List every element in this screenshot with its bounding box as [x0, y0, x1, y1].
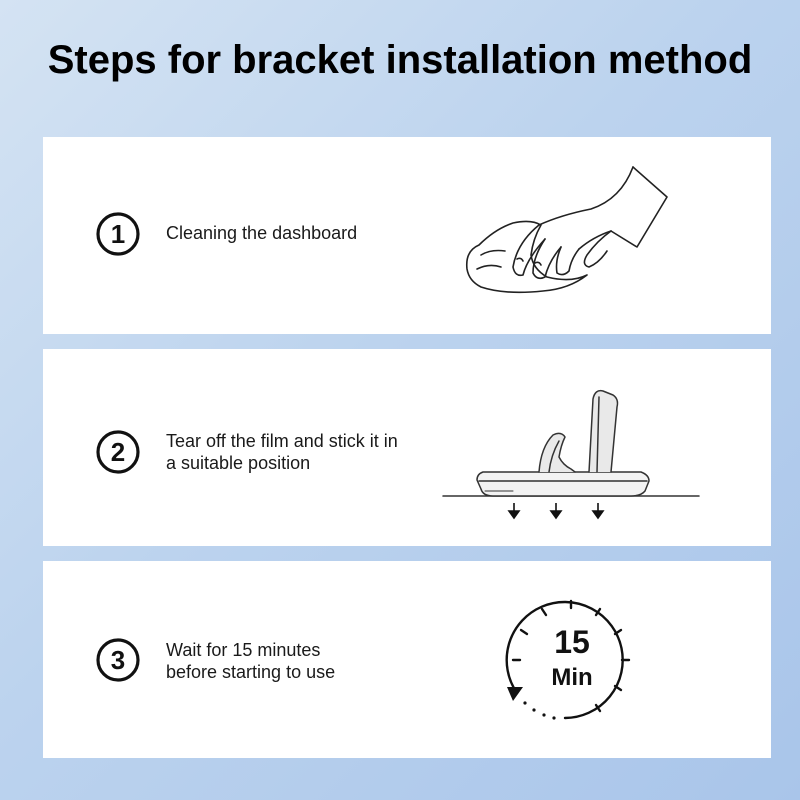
step-card-1 [43, 137, 771, 334]
timer-unit: Min [551, 664, 593, 691]
step-1-line-1: Cleaning the dashboard [166, 223, 358, 243]
hand-wiping-icon [461, 159, 671, 299]
step-2-line-2: a suitable position [166, 453, 311, 473]
step-number-badge-3 [95, 637, 141, 683]
step-number-badge-2 [95, 429, 141, 475]
page-title: Steps for bracket installation method [47, 38, 753, 82]
step-number-1: 1 [110, 219, 126, 249]
step-description-3 [166, 639, 335, 683]
timer-icon [495, 593, 639, 727]
step-3-line-1: Wait for 15 minutes [166, 640, 321, 660]
step-3-line-2: before starting to use [166, 662, 336, 682]
step-card-2 [43, 349, 771, 546]
step-2-line-1: Tear off the film and stick it in [166, 431, 398, 451]
step-number-3: 3 [110, 645, 126, 675]
step-number-badge-1 [95, 211, 141, 257]
step-card-3 [43, 561, 771, 758]
step-number-2: 2 [110, 437, 126, 467]
timer-value: 15 [554, 624, 590, 660]
step-description-1 [166, 222, 357, 244]
bracket-mount-icon [441, 377, 701, 522]
step-description-2 [166, 430, 398, 474]
